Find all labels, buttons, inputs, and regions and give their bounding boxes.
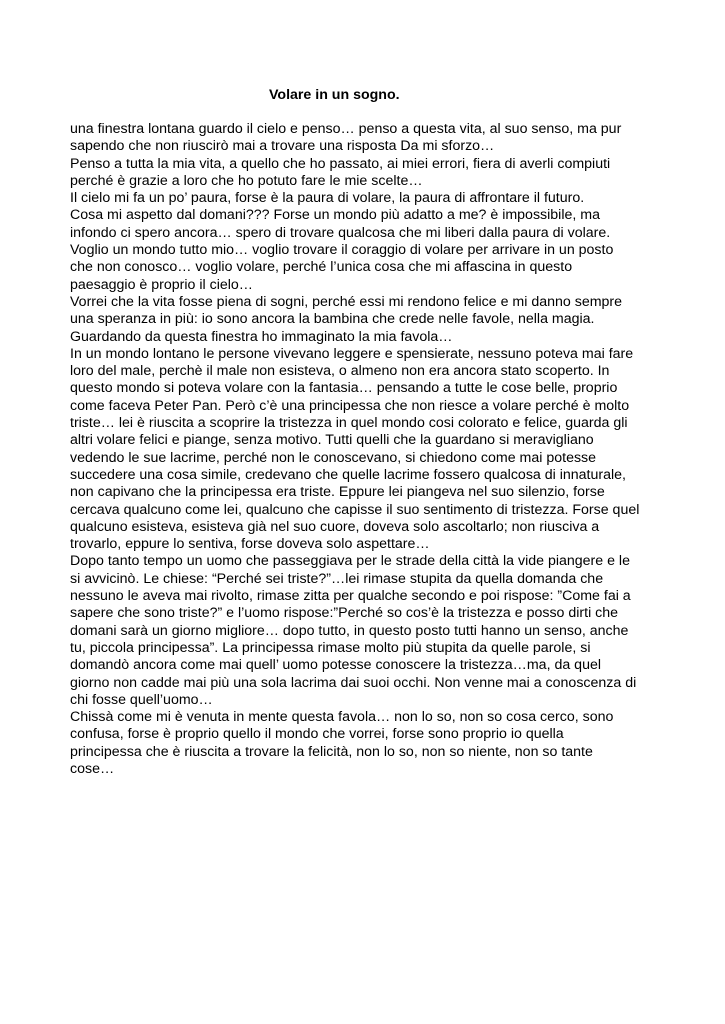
text-line: sapendo che non riuscirò mai a trovare una risposta Da mi sforzo…: [70, 138, 495, 155]
text-line: domani sarà un giorno migliore… dopo tutto, in questo posto tutti hanno un senso, anche: [70, 622, 629, 639]
text-line: Il cielo mi fa un po’ paura, forse è la paura di volare, la paura di affrontare il futuro.: [70, 190, 585, 207]
text-line: domandò ancora come mai quell’ uomo potesse conoscere la tristezza…ma, da quel: [70, 657, 601, 674]
text-line: non capivano che la principessa era triste. Eppure lei piangeva nel suo silenzio, forse: [70, 484, 605, 501]
paragraph: [70, 207, 670, 242]
text-line: trovarlo, eppure lo sentiva, forse doveva solo aspettare…: [70, 536, 430, 553]
paragraph: [70, 346, 670, 554]
text-line: si avvicinò. Le chiese: “Perché sei triste?”…lei rimase stupita da quella domanda che: [70, 570, 604, 587]
text-line: Chissà come mi è venuta in mente questa favola… non lo so, non so cosa cerco, sono: [70, 709, 614, 726]
text-line: loro del male, perchè il male non esisteva, o almeno non era ancora stato scoperto. In: [70, 363, 610, 380]
text-line: Vorrei che la vita fosse piena di sogni, perché essi mi rendono felice e mi danno sempre: [70, 293, 623, 310]
paragraph: [70, 294, 670, 329]
paragraph: [70, 329, 670, 346]
paragraph: [70, 553, 670, 709]
document-title: Volare in un sogno.: [269, 87, 400, 103]
text-line: che non conosco… voglio volare, perché l’unica cosa che mi affascina in questo: [70, 259, 573, 276]
text-line: una speranza in più: io sono ancora la bambina che crede nelle favole, nella magia.: [70, 311, 595, 328]
text-line: una finestra lontana guardo il cielo e penso… penso a questa vita, al suo senso, ma pur: [70, 121, 622, 137]
text-line: cercava qualcuno come lei, qualcuno che capisse il suo sentimento di tristezza. Forse quel: [70, 501, 640, 518]
text-line: confusa, forse è proprio quello il mondo che vorrei, forse sono proprio io quella: [70, 726, 564, 743]
text-line: nessuno le aveva mai rivolto, rimase zitta per qualche secondo e poi rispose: ”Come fai a: [70, 588, 631, 605]
text-line: triste… lei è riuscita a scoprire la tristezza in quel mondo cosi colorato e felice, guarda gli: [70, 415, 628, 432]
text-line: perché è grazie a loro che ho potuto fare le mie scelte…: [70, 172, 423, 189]
text-line: chi fosse quell’uomo…: [70, 691, 213, 708]
text-line: tu, piccola principessa”. La principessa rimase molto più stupita da quelle parole, si: [70, 639, 591, 656]
text-line: Guardando da questa finestra ho immaginato la mia favola…: [70, 328, 453, 345]
text-line: cose…: [70, 760, 115, 777]
text-line: principessa che è riuscita a trovare la felicità, non lo so, non so niente, non so tante: [70, 743, 593, 760]
text-line: Voglio un mondo tutto mio… voglio trovare il coraggio di volare per arrivare in un posto: [70, 242, 614, 259]
text-line: sapere che sono triste?” e l’uomo rispose:”Perché so cos’è la tristezza e posso dirti che: [70, 605, 619, 622]
paragraph: [70, 709, 670, 778]
text-line: Penso a tutta la mia vita, a quello che ho passato, ai miei errori, fiera di averli compiuti: [70, 155, 611, 172]
text-line: questo mondo si poteva volare con la fantasia… pensando a tutte le cose belle, proprio: [70, 380, 618, 397]
text-line: altri volare felici e piange, senza motivo. Tutti quelli che la guardano si meravigliano: [70, 432, 594, 449]
text-line: In un mondo lontano le persone vivevano leggere e spensierate, nessuno poteva mai fare: [70, 345, 634, 362]
text-line: come faceva Peter Pan. Però c’è una principessa che non riesce a volare perché è molto: [70, 397, 630, 414]
text-line: Dopo tanto tempo un uomo che passeggiava per le strade della città la vide piangere e le: [70, 553, 630, 570]
text-line: succedere una cosa simile, credevano che quelle lacrime fossero qualcosa di innaturale,: [70, 466, 626, 483]
document-body: [70, 121, 670, 778]
text-line: paesaggio è proprio il cielo…: [70, 276, 253, 293]
paragraph: [70, 242, 670, 294]
text-line: qualcuno esisteva, esisteva già nel suo cuore, doveva solo ascoltarlo; non riusciva a: [70, 518, 600, 535]
paragraph: [70, 121, 670, 156]
text-line: Cosa mi aspetto dal domani??? Forse un mondo più adatto a me? è impossibile, ma: [70, 207, 600, 224]
paragraph: [70, 190, 670, 207]
text-line: giorno non cadde mai più una sola lacrima dai suoi occhi. Non venne mai a conoscenza di: [70, 674, 637, 691]
text-line: infondo ci spero ancora… spero di trovare qualcosa che mi liberi dalla paura di volare.: [70, 224, 611, 241]
paragraph: [70, 156, 670, 191]
text-line: vedendo le sue lacrime, perché non le conoscevano, si chiedono come mai potesse: [70, 449, 597, 466]
